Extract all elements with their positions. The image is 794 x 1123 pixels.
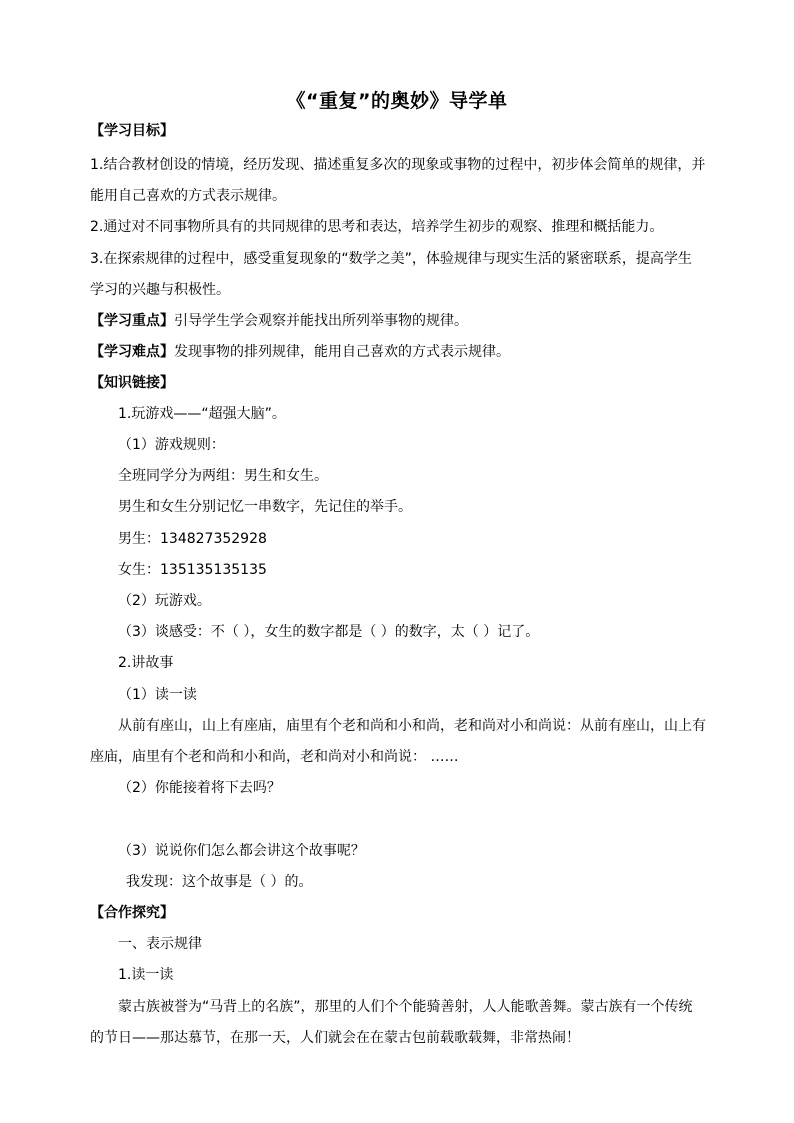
key-point [90,311,468,331]
game-title: 1.玩游戏——“超强大脑”。 [118,406,286,422]
objective-1-line-2: 能用自己喜欢的方式表示规律。 [90,188,286,204]
game-rule-1: 全班同学分为两组：男生和女生。 [118,468,328,484]
key-point-label: 【学习重点】 [90,313,174,329]
mongolian-paragraph-line-2: 的节日——那达慕节，在那一天，人们就会在在蒙古包前载歌载舞，非常热闹！ [90,1030,580,1046]
mongolian-paragraph-line-1: 蒙古族被誉为“马背上的名族”，那里的人们个个能骑善射，人人能歌善舞。蒙古族有一个传统 [118,999,693,1015]
game-rules-label: （1）游戏规则： [118,437,225,453]
objectives-heading: 【学习目标】 [90,123,174,139]
difficulty [90,342,510,362]
story-continue-question: （2）你能接着将下去吗？ [118,780,281,796]
cooperate-heading: 【合作探究】 [90,905,174,921]
story-line-2: 座庙，庙里有个老和尚和小和尚，老和尚对小和尚说： …… [90,749,459,765]
difficulty-text: 发现事物的排列规律，能用自己喜欢的方式表示规律。 [174,344,510,360]
knowledge-heading: 【知识链接】 [90,375,174,391]
objective-3-line-2: 学习的兴趣与积极性。 [90,282,230,298]
boys-number: 男生：134827352928 [118,531,267,547]
objective-3-line-1: 3.在探索规律的过程中，感受重复现象的“数学之美”，体验规律与现实生活的紧密联系，提高学生 [90,251,692,267]
section-show-pattern: 一、表示规律 [118,936,202,952]
cooperate-read-label: 1.读一读 [118,967,174,983]
game-rule-2: 男生和女生分别记忆一串数字，先记住的举手。 [118,499,412,515]
key-point-text: 引导学生学会观察并能找出所列举事物的规律。 [174,313,468,329]
story-why-question: （3）说说你们怎么都会讲这个故事呢？ [118,843,365,859]
feelings-blank: （3）谈感受：不（ ），女生的数字都是（ ）的数字，太（ ）记了。 [118,624,540,640]
objective-1-line-1: 1.结合教材创设的情境，经历发现、描述重复多次的现象或事物的过程中，初步体会简单的规律，并 [90,157,706,173]
play-game: （2）玩游戏。 [118,593,211,609]
story-read-label: （1）读一读 [118,687,197,703]
objective-2: 2.通过对不同事物所具有的共同规律的思考和表达，培养学生初步的观察、推理和概括能力。 [90,219,664,235]
story-title: 2.讲故事 [118,655,174,671]
difficulty-label: 【学习难点】 [90,344,174,360]
girls-number: 女生：135135135135 [118,562,267,578]
story-found-blank: 我发现：这个故事是（ ）的。 [126,874,313,890]
story-line-1: 从前有座山，山上有座庙，庙里有个老和尚和小和尚，老和尚对小和尚说：从前有座山，山上有 [118,718,706,734]
page-title: 《“重复”的奥妙》导学单 [286,90,508,112]
